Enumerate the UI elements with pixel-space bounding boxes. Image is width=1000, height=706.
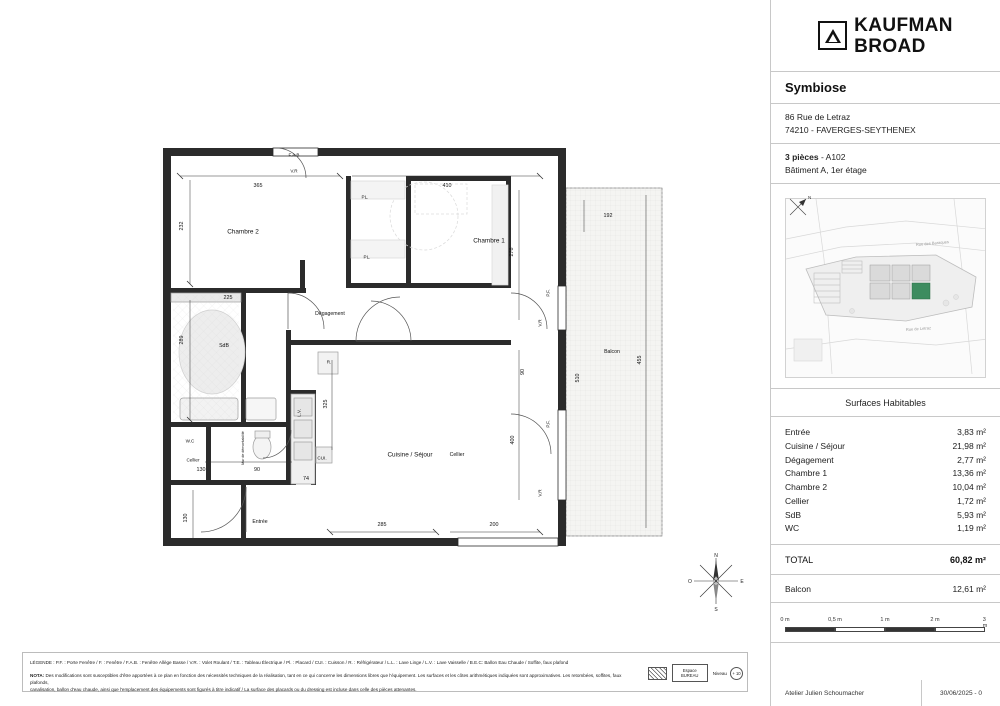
room-label-cellier-2: Cellier — [186, 457, 200, 463]
dim-285: 285 — [377, 522, 387, 528]
surface-row — [785, 426, 986, 440]
tag-vr-2: V.R — [537, 489, 543, 497]
svg-text:N: N — [714, 553, 718, 559]
scale-label-05: 0,5 m — [828, 617, 842, 624]
room-label-chambre-1: Chambre 1 — [473, 237, 505, 245]
logo-line-2: BROAD — [854, 35, 926, 57]
address-line-2: 74210 - FAVERGES-SEYTHENEX — [785, 124, 916, 135]
author-name: Atelier Julien Schoumacher — [785, 689, 865, 697]
surface-row — [785, 454, 986, 468]
hatch-pattern-icon — [648, 667, 667, 680]
surface-row — [785, 495, 986, 509]
room-label-degagement: Dégagement — [315, 311, 345, 317]
surface-label: Cellier — [785, 495, 810, 506]
surface-label: Dégagement — [785, 454, 834, 465]
tag-fab: F.A.B — [288, 152, 300, 158]
program-name-block — [771, 72, 1000, 104]
room-label-cellier-1: Cellier — [449, 452, 465, 458]
legend-nota-block — [30, 672, 627, 693]
surface-label: Chambre 2 — [785, 482, 828, 493]
dim-365: 365 — [253, 183, 263, 189]
total-row — [771, 545, 1000, 575]
masterplan-block — [771, 184, 1000, 389]
legend-nota-text-2: canalisation, ballon d'eau chaude, ainsi que l'emplacement des équipements sont figurés à titre indicatif / La surface des placards ou du dressing est incluse dans celle des pièces attenantes. — [30, 687, 417, 693]
tag-mur-demontabilite: Mur de démontabilité — [241, 431, 245, 465]
dim-455: 455 — [637, 355, 643, 365]
surface-value: 3,83 m² — [957, 427, 986, 437]
surface-row — [785, 522, 986, 536]
dim-130b: 130 — [183, 513, 189, 523]
surfaces-table — [771, 417, 1000, 545]
dim-400: 400 — [510, 435, 516, 445]
svg-text:E: E — [740, 579, 744, 585]
tag-placard-2: PL. — [363, 254, 371, 260]
dim-289: 289 — [179, 335, 185, 345]
lot-block — [771, 144, 1000, 184]
balcon-label: Balcon — [785, 583, 811, 594]
tag-bec: W.C — [185, 438, 195, 444]
tag-pf-1: P.F. — [545, 289, 551, 297]
dim-232: 232 — [179, 221, 185, 231]
scale-ticks — [785, 627, 985, 632]
compass-rose-icon — [686, 550, 746, 612]
dim-130a: 130 — [196, 467, 206, 473]
address-line-1: 86 Rue de Letraz — [785, 112, 851, 122]
surface-row — [785, 467, 986, 481]
balcon-row — [771, 575, 1000, 603]
dim-200: 200 — [489, 522, 499, 528]
legend-symbol-boxes — [648, 657, 743, 689]
espace-bureau-box: Espace BUREAU — [672, 664, 708, 682]
scale-bar-block — [771, 603, 1000, 643]
surface-value: 2,77 m² — [957, 454, 986, 465]
surface-label: WC — [785, 523, 800, 534]
tag-vr-1: V.R — [537, 319, 543, 327]
room-label-chambre-2: Chambre 2 — [227, 228, 259, 236]
masterplan-image — [785, 198, 986, 378]
lot-line-1 — [785, 151, 1000, 164]
surface-label: Entrée — [785, 427, 811, 437]
surface-value: 21,98 m² — [952, 440, 986, 451]
dim-90b: 90 — [254, 467, 260, 473]
total-value: 60,82 m² — [949, 554, 986, 565]
niveau-value: + 10 — [730, 667, 743, 680]
tag-cuisson: CUI. — [317, 455, 327, 461]
legend-strip — [22, 652, 748, 692]
dim-510: 510 — [575, 373, 581, 383]
dim-325: 325 — [323, 399, 329, 409]
masterplan-north-icon — [785, 194, 811, 220]
sidebar-footer — [771, 680, 1000, 706]
room-label-balcon: Balcon — [604, 349, 620, 355]
kaufman-broad-mark-icon — [818, 21, 847, 50]
svg-text:N: N — [808, 195, 811, 200]
svg-text:O: O — [688, 579, 692, 585]
surfaces-title: Surfaces Habitables — [845, 397, 926, 408]
surface-label: SdB — [785, 509, 802, 520]
surface-value: 5,93 m² — [957, 509, 986, 520]
tag-lave-vaisselle: L.V. — [296, 409, 302, 417]
tag-vr-top: V.R — [290, 168, 298, 174]
lot-building: Bâtiment A, 1er étage — [785, 164, 867, 175]
legend-symbols-line: LÉGENDE : P.F. : Porte Fenêtre / F. : Fenêtre / F.A.B. : Fenêtre Allège Basse / V.R. : Volet Roulant / T.E. : Tableau Électrique / Pl. : Placard / CUI. : Cuisson / R. : Réfrigérateur / L.L. : Lave Linge / L.V. : Lave Vaisselle / B.E.C: Ballon Eau Chaude / Soffite, faux plafond — [30, 660, 569, 665]
surface-value: 10,04 m² — [952, 482, 986, 493]
address-block — [771, 104, 1000, 144]
scale-label-2: 2 m — [930, 617, 940, 624]
surface-value: 13,36 m² — [952, 468, 986, 479]
brand-logo — [771, 0, 1000, 72]
room-label-entree: Entrée — [252, 519, 268, 525]
surface-row — [785, 481, 986, 495]
tag-pf-2: P.F. — [545, 420, 551, 428]
surface-label: Chambre 1 — [785, 468, 828, 479]
balcon-value: 12,61 m² — [952, 583, 986, 594]
logo-line-1: KAUFMAN — [854, 14, 953, 36]
info-sidebar — [770, 0, 1000, 706]
dim-192: 192 — [603, 213, 613, 219]
dim-74: 74 — [303, 476, 309, 482]
lot-type: 3 pièces — [785, 152, 819, 162]
niveau-label: Niveau — [712, 670, 727, 676]
svg-text:S: S — [714, 607, 718, 612]
scale-label-0: 0 m — [780, 617, 790, 624]
svg-text:Rue de Letraz: Rue de Letraz — [905, 325, 932, 332]
dim-90a: 90 — [520, 369, 526, 375]
plan-date: 30/06/2025 - 0 — [940, 689, 982, 697]
surface-row — [785, 440, 986, 454]
legend-nota-label: NOTA: — [30, 673, 45, 679]
tag-refrigerateur: R. — [326, 359, 332, 365]
program-name: Symbiose — [785, 80, 847, 95]
scale-label-3: 3 m — [982, 617, 988, 630]
surface-label: Cuisine / Séjour — [785, 440, 846, 451]
dim-225: 225 — [223, 295, 233, 301]
surface-value: 1,19 m² — [957, 523, 986, 534]
tag-placard-1: PL. — [361, 194, 369, 200]
niveau-indicator — [713, 667, 743, 680]
room-label-cuisine-sejour: Cuisine / Séjour — [387, 451, 433, 459]
surface-row — [785, 509, 986, 523]
legend-nota-text: Des modifications sont susceptibles d'être apportées à ce plan en fonction des nécessités techniques de la réalisation, tant en ce qui concerne les dimensions libres que l'équipement. Les surfaces et les côtes arithmétiques indiquées sont approximatives. Les retombées, soffites, faux plafonds, — [30, 673, 622, 686]
surface-value: 1,72 m² — [957, 495, 986, 506]
total-label: TOTAL — [785, 554, 814, 565]
lot-ref: - A102 — [820, 152, 846, 162]
room-label-sdb: SdB — [219, 343, 229, 349]
scale-label-1: 1 m — [880, 617, 890, 624]
surfaces-title-block — [771, 389, 1000, 417]
scale-bar — [780, 617, 988, 633]
dim-278: 278 — [509, 247, 515, 257]
svg-text:Rue des Baraques: Rue des Baraques — [915, 239, 950, 247]
dim-410: 410 — [442, 183, 452, 189]
